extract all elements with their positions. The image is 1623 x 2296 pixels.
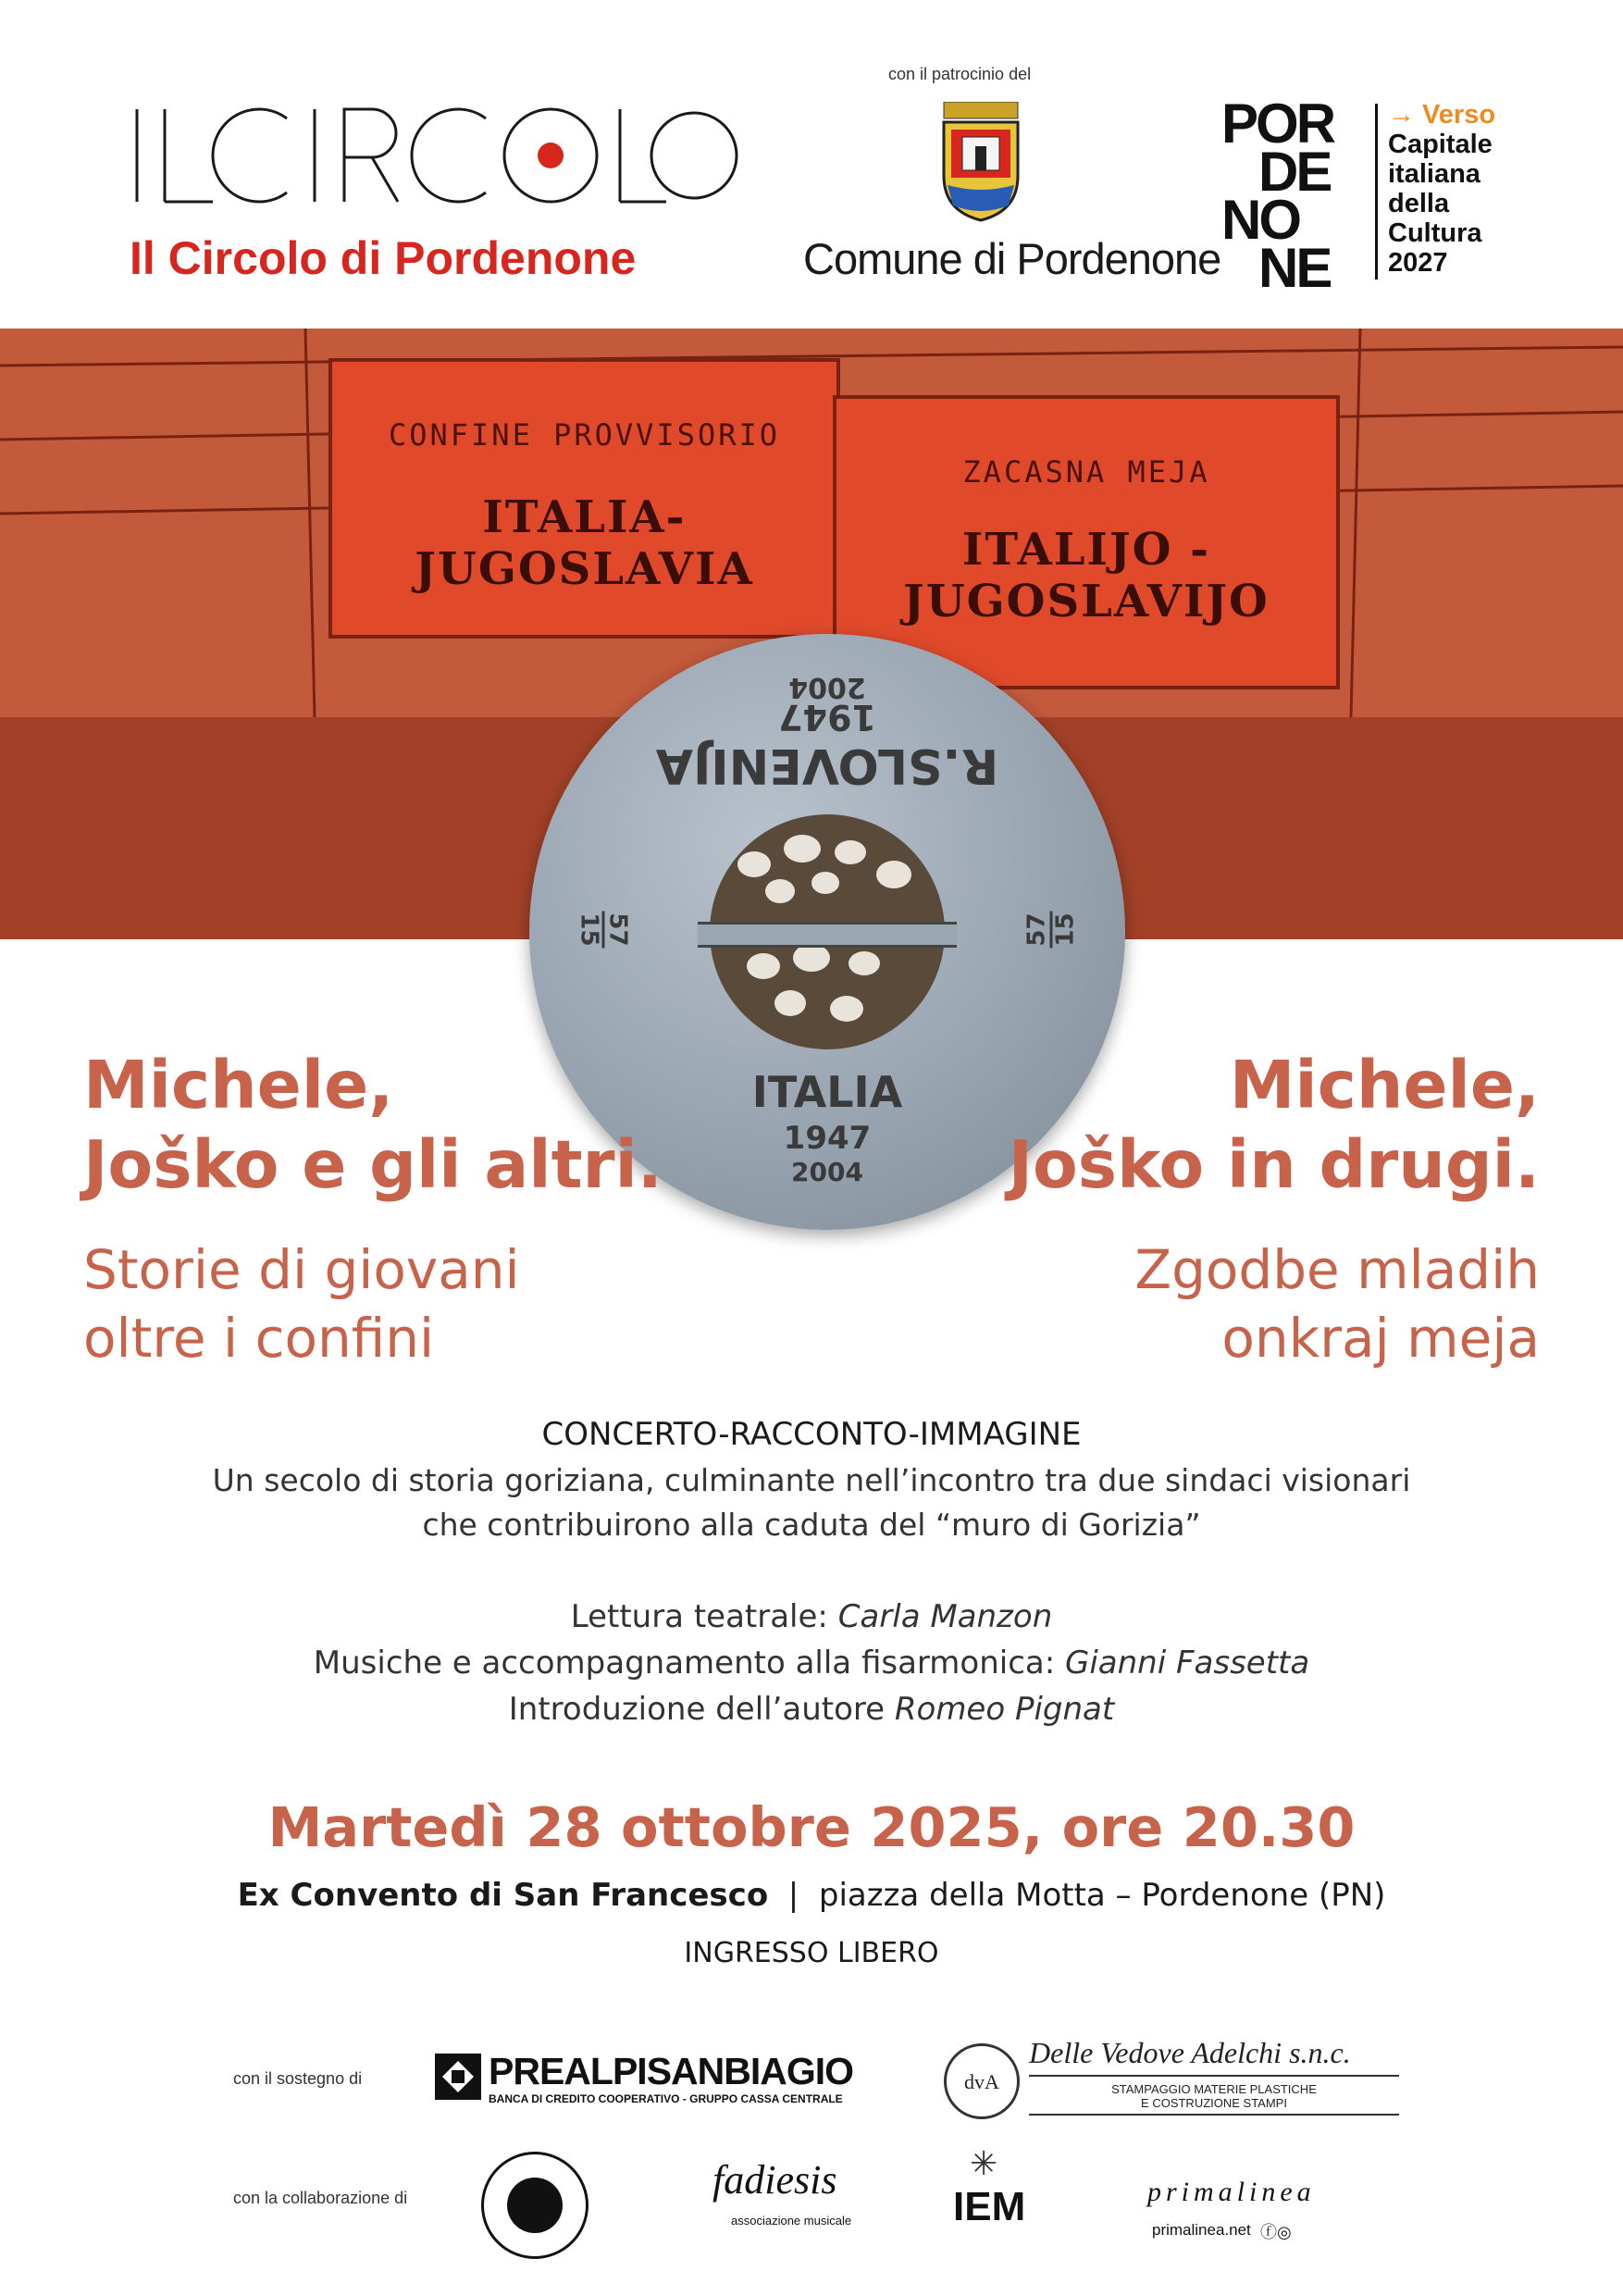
event-description: che contribuirono alla caduta del “muro di Gorizia” xyxy=(422,1507,1201,1543)
capital-culture-label xyxy=(1388,100,1495,278)
patronage-label: con il patrocinio del xyxy=(888,65,1032,83)
sign-headline: ITALIA-JUGOSLAVIA xyxy=(415,491,754,595)
verso-line: 2027 xyxy=(1388,248,1448,278)
marker-year: 2004 xyxy=(788,671,866,703)
title-slovenian xyxy=(1009,1046,1540,1205)
divider xyxy=(1029,2075,1399,2077)
social-icons xyxy=(1260,2219,1292,2243)
primalinea-logo: primalinea xyxy=(1147,2177,1316,2207)
prealpi-subtitle: BANCA DI CREDITO COOPERATIVO - GRUPPO CASSA CENTRALE xyxy=(489,2092,843,2105)
title-line: Joško in drugi. xyxy=(1008,1126,1540,1203)
credit-label: Lettura teatrale: xyxy=(570,1598,838,1635)
verso-line: italiana xyxy=(1388,159,1481,189)
support-label: con il sostegno di xyxy=(233,2069,363,2088)
credit-introduction xyxy=(0,1691,1623,1728)
collaboration-label: con la collaborazione di xyxy=(233,2189,408,2207)
marker-border-line xyxy=(698,922,957,948)
event-description: Un secolo di storia goriziana, culminante nell’incontro tra due sindaci visionari xyxy=(212,1462,1411,1498)
sign-headline: ITALIJO - JUGOSLAVIJO xyxy=(903,524,1270,627)
associazione-ex-internati-logo xyxy=(481,2152,588,2259)
subtitle-italian xyxy=(83,1235,520,1372)
credit-label: Introduzione dell’autore xyxy=(508,1691,895,1728)
credit-reading xyxy=(0,1598,1623,1635)
marker-year: 1947 xyxy=(783,1120,872,1157)
barbed-wire-emblem-icon xyxy=(507,2178,563,2233)
credit-person: Romeo Pignat xyxy=(894,1691,1115,1728)
subtitle-line: Storie di giovani xyxy=(83,1238,520,1301)
subtitle-slovenian xyxy=(1134,1235,1540,1372)
verso-line: Cultura xyxy=(1388,218,1482,248)
pn-logo-line: NO xyxy=(1221,189,1299,251)
credit-person: Carla Manzon xyxy=(837,1598,1053,1635)
pordenone-crest-icon xyxy=(935,102,1027,222)
credit-person: Gianni Fassetta xyxy=(1065,1644,1310,1682)
sign-caption: ZACASNA MEJA xyxy=(962,454,1210,490)
marker-number-right: 57 15 xyxy=(1022,912,1080,947)
title-line: Michele, xyxy=(83,1047,394,1123)
primalinea-website: primalinea.net xyxy=(1152,2221,1251,2239)
fadiesis-logo: fadiesis xyxy=(712,2157,837,2203)
fadiesis-subtitle: associazione musicale xyxy=(731,2214,852,2228)
title-italian xyxy=(83,1046,663,1205)
sign-caption: CONFINE PROVVISORIO xyxy=(388,417,781,453)
prealpi-sanbiagio-logo xyxy=(435,2050,879,2107)
delle-vedove-emblem-icon xyxy=(944,2043,1020,2119)
event-genre: CONCERTO-RACCONTO-IMMAGINE xyxy=(541,1416,1082,1453)
delle-vedove-name: Delle Vedove Adelchi s.n.c. xyxy=(1029,2036,1351,2069)
prealpi-name: PREALPISANBIAGIO xyxy=(489,2050,854,2092)
prealpi-mark-icon xyxy=(435,2054,481,2100)
star-icon: ✳ xyxy=(970,2145,998,2183)
verso-label: → Verso xyxy=(1388,100,1496,130)
divider xyxy=(1029,2114,1399,2116)
subtitle-line: Zgodbe mladih xyxy=(1134,1238,1540,1301)
iem-logo: IEM xyxy=(953,2184,1026,2229)
subtitle-line: oltre i confini xyxy=(83,1307,435,1370)
organizer-name: Il Circolo di Pordenone xyxy=(130,232,637,284)
marker-country-slovenia: R.SLOVENIJA xyxy=(655,738,999,793)
marker-year: 2004 xyxy=(791,1157,863,1187)
event-date: Martedì 28 ottobre 2025, ore 20.30 xyxy=(267,1795,1356,1859)
border-sign-italian xyxy=(328,358,840,639)
entry-info: INGRESSO LIBERO xyxy=(684,1937,939,1969)
svg-text:dvA: dvA xyxy=(964,2070,999,2093)
il-circolo-logo xyxy=(130,100,740,211)
comune-name: Comune di Pordenone xyxy=(803,234,1221,283)
credit-music xyxy=(0,1644,1623,1682)
logo-divider xyxy=(1375,104,1378,279)
pn-logo-line: NE xyxy=(1258,237,1331,299)
title-line: Michele, xyxy=(1229,1047,1540,1123)
marker-country-italy: ITALIA xyxy=(751,1067,903,1117)
credit-label: Musiche e accompagnamento alla fisarmonica: xyxy=(313,1644,1065,1682)
pn-logo-line: POR xyxy=(1221,93,1334,155)
pn-logo-line: DE xyxy=(1258,141,1331,203)
instagram-icon: ◎ xyxy=(1277,2223,1292,2242)
delle-vedove-logo xyxy=(944,2036,1388,2119)
verso-line: della xyxy=(1388,189,1450,218)
venue-separator: | xyxy=(768,1877,819,1914)
subtitle-line: onkraj meja xyxy=(1221,1307,1540,1370)
marker-number-left: 57 15 xyxy=(575,912,632,947)
verso-line: Capitale xyxy=(1388,130,1493,159)
delle-vedove-subtitle: STAMPAGGIO MATERIE PLASTICHE E COSTRUZIONE STAMPI xyxy=(1111,2082,1317,2110)
venue-name: Ex Convento di San Francesco xyxy=(237,1877,769,1914)
pordenone-2027-logo xyxy=(1221,93,1369,299)
title-line: Joško e gli altri. xyxy=(83,1126,663,1203)
venue-address: piazza della Motta – Pordenone (PN) xyxy=(818,1877,1386,1914)
facebook-icon: ⓕ xyxy=(1260,2223,1277,2242)
marker-year: 1947 xyxy=(778,697,876,738)
event-venue xyxy=(0,1877,1623,1914)
